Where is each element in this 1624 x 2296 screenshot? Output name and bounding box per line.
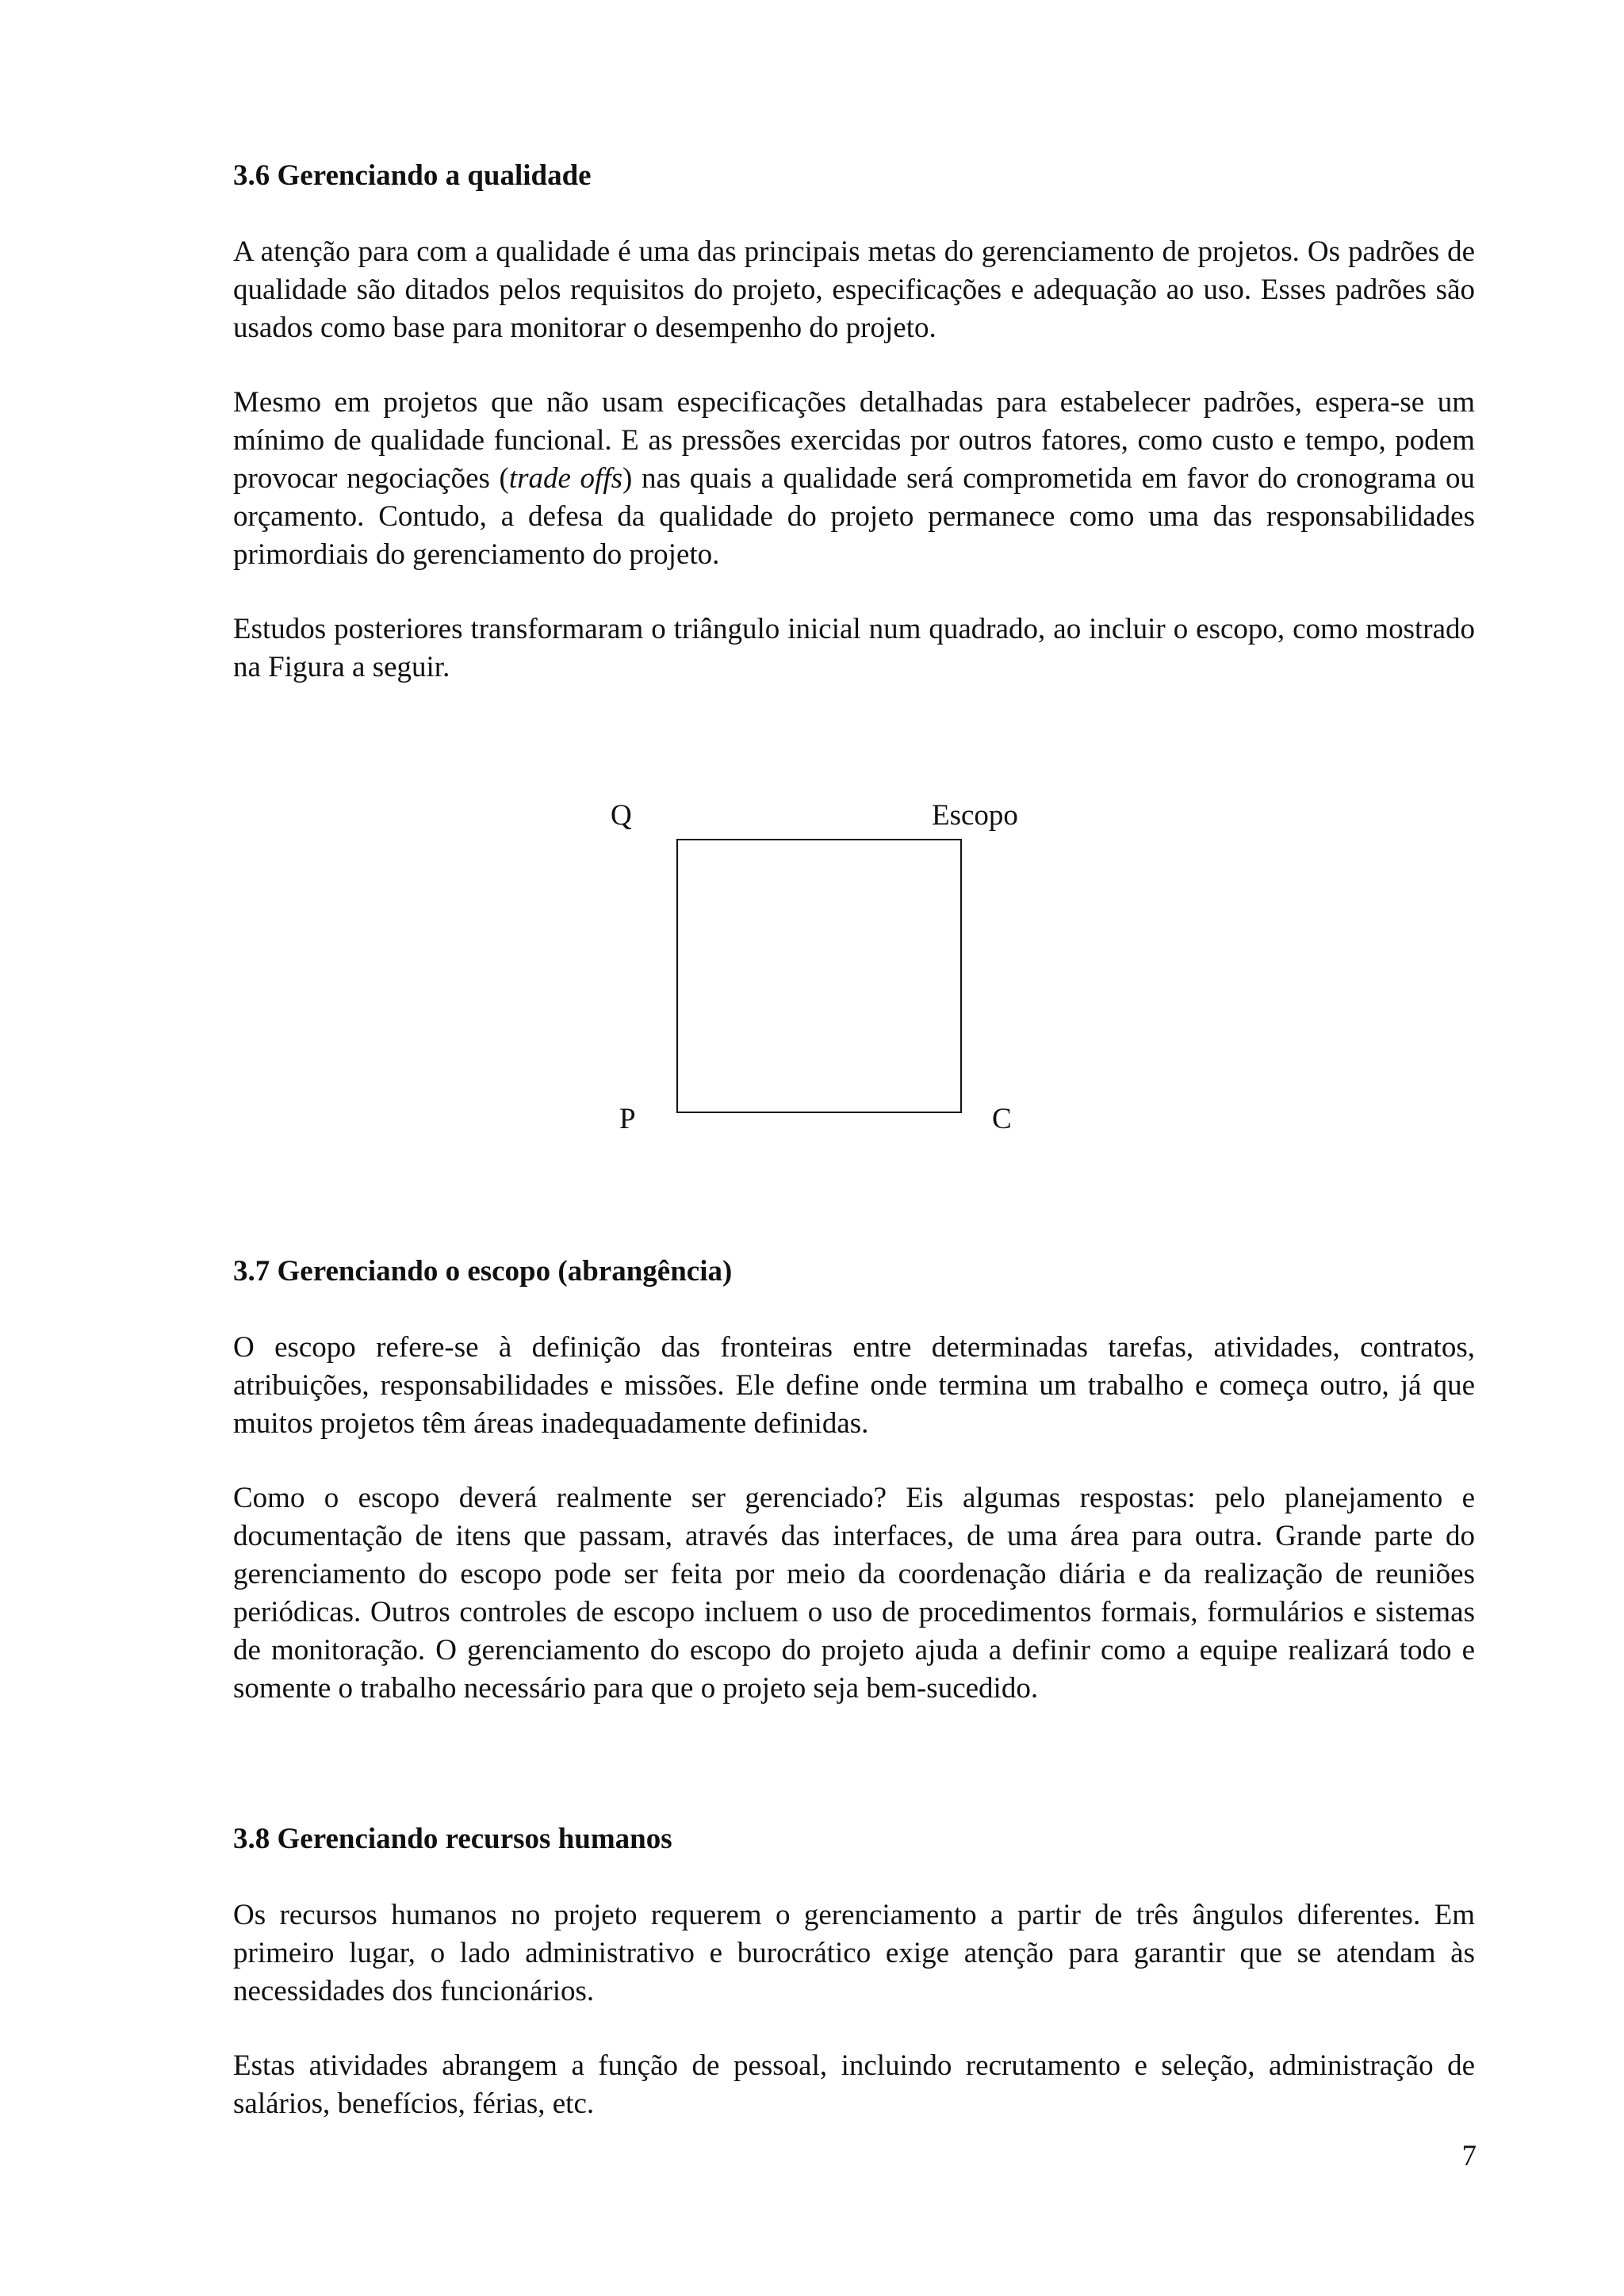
figure-label-escopo: Escopo [932,799,1018,832]
section-3-8-paragraph-2: Estas atividades abrangem a função de pessoal, incluindo recrutamento e seleção, administração de salários, benefícios, férias, etc. [233,2049,1475,2120]
section-3-7-paragraph-1: O escopo refere-se à definição das fronteiras entre determinadas tarefas, atividades, contratos, atribuições, responsabilidades e missões. Ele define onde termina um trabalho e começa outro, já que muitos projetos têm áreas inadequadamente definidas. [233,1331,1475,1440]
figure-square [676,839,962,1113]
figure-label-c: C [992,1103,1012,1135]
section-3-6-paragraph-2 [233,384,1475,574]
paragraph-2-text-a: Mesmo em projetos que não usam especificações detalhadas para estabelecer padrões, espera-se um mínimo de qualidade funcional. E as pressões exercidas por outros fatores, como custo e tempo, podem provocar negociações ( [233,386,1475,495]
section-3-6-paragraph-3: Estudos posteriores transformaram o triângulo inicial num quadrado, ao incluir o escopo, como mostrado na Figura a seguir. [233,613,1475,683]
page-number: 7 [1461,2140,1477,2172]
figure-label-p: P [619,1103,636,1135]
paragraph-2-text-b: ) nas quais a qualidade será comprometida em favor do cronograma ou orçamento. Contudo, a defesa da qualidade do projeto permanece como uma das responsabilidades primordiais do gerenciamento do projeto. [233,462,1475,571]
section-3-6-paragraph-1: A atenção para com a qualidade é uma das principais metas do gerenciamento de projetos. Os padrões de qualidade são ditados pelos requisitos do projeto, especificações e adequação ao uso. Esses padrões são usados como base para monitorar o desempenho do projeto. [233,235,1475,344]
trade-offs-term: trade offs [508,462,623,495]
section-3-7-heading: 3.7 Gerenciando o escopo (abrangência) [233,1255,733,1288]
section-3-7-paragraph-2: Como o escopo deverá realmente ser gerenciado? Eis algumas respostas: pelo planejamento e documentação de itens que passam, através das interfaces, de uma área para outra. Grande parte do gerenciamento do escopo pode ser feita por meio da coordenação diária e da realização de reuniões periódicas. Outros controles de escopo incluem o uso de procedimentos formais, formulários e sistemas de monitoração. O gerenciamento do escopo do projeto ajuda a definir como a equipe realizará todo e somente o trabalho necessário para que o projeto seja bem-sucedido. [233,1482,1475,1705]
figure-label-q: Q [611,799,632,832]
section-3-6-heading: 3.6 Gerenciando a qualidade [233,159,592,192]
section-3-8-heading: 3.8 Gerenciando recursos humanos [233,1823,672,1855]
section-3-8-paragraph-1: Os recursos humanos no projeto requerem o gerenciamento a partir de três ângulos diferentes. Em primeiro lugar, o lado administrativo e burocrático exige atenção para garantir que se atendam às necessidades dos funcionários. [233,1899,1475,2007]
